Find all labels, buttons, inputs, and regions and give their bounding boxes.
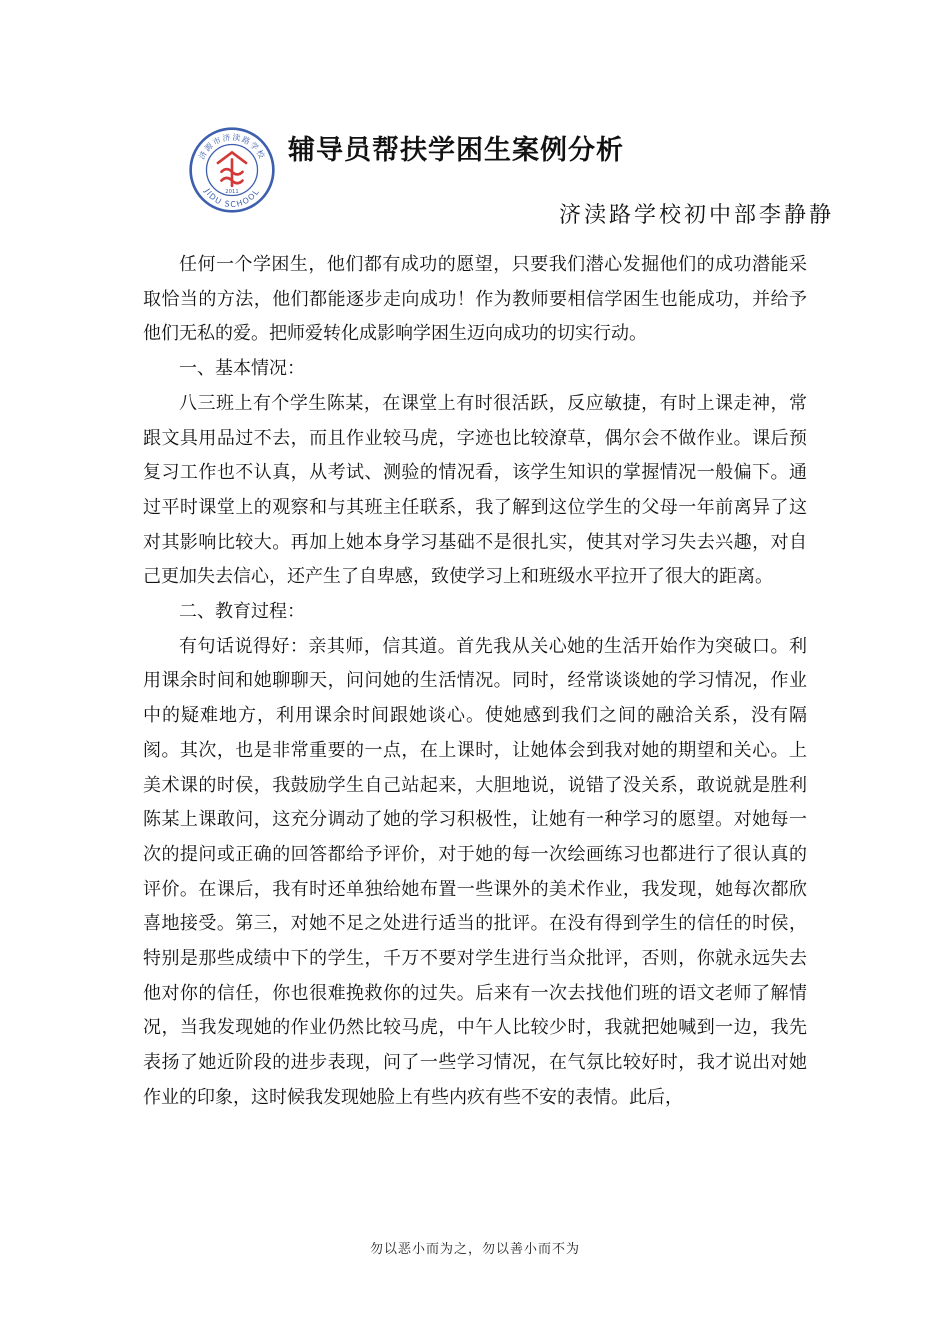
document-author: 济渎路学校初中部李静静 [558,203,834,228]
page-footer: 勿以恶小而为之，勿以善小而不为 [369,1242,580,1257]
svg-text:2011: 2011 [225,188,239,195]
paragraph-education-process: 有句话说得好：亲其师，信其道。首先我从关心她的生活开始作为突破口。利用课余时间和她聊聊天，问问她的生活情况。同时，经常谈谈她的学习情况，作业中的疑难地方，利用课余时间跟她谈心。使她感到我们之间的融洽关系，没有隔阂。其次，也是非常重要的一点，在上课时，让她体会到我对她的期望和关心。上美术课的时侯，我鼓励学生自己站起来，大胆地说，说错了没关系，敢说就是胜利陈某上课敢问，这充分调动了她的学习积极性，让她有一种学习的愿望。对她每一次的提问或正确的回答都给予评价，对于她的每一次绘画练习也都进行了很认真的评价。在课后，我有时还单独给她布置一些课外的美术作业，我发现，她每次都欣喜地接受。第三，对她不足之处进行适当的批评。在没有得到学生的信任的时侯，特别是那些成绩中下的学生，千万不要对学生进行当众批评，否则，你就永远失去他对你的信任，你也很难挽救你的过失。后来有一次去找他们班的语文老师了解情况，当我发现她的作业仍然比较马虎，中午人比较少时，我就把她喊到一边，我先表扬了她近阶段的进步表现，问了一些学习情况，在气氛比较好时，我才说出对她作业的印象，这时候我发现她脸上有些内疚有些不安的表情。此后， [143,635,807,1108]
svg-text:济源市济渎路学校: 济源市济渎路学校 [197,132,267,161]
document-body [143,248,807,1116]
document-title: 辅导员帮扶学困生案例分析 [288,135,624,166]
section-heading-education-process: 二、教育过程： [179,601,305,623]
svg-text:JIDU SCHOOL: JIDU SCHOOL [202,186,262,210]
school-seal-icon [188,126,276,214]
paragraph-intro: 任何一个学困生，他们都有成功的愿望，只要我们潜心发掘他们的成功潜能采取恰当的方法，他们都能逐步走向成功！作为教师要相信学困生也能成功，并给予他们无私的爱。把师爱转化成影响学困生迈向成功的切实行动。 [143,254,807,345]
paragraph-basic-info: 八三班上有个学生陈某，在课堂上有时很活跃，反应敏捷，有时上课走神，常跟文具用品过不去，而且作业较马虎，字迹也比较潦草，偶尔会不做作业。课后预复习工作也不认真，从考试、测验的情况看，该学生知识的掌握情况一般偏下。通过平时课堂上的观察和与其班主任联系，我了解到这位学生的父母一年前离异了这对其影响比较大。再加上她本身学习基础不是很扎实，使其对学习失去兴趣，对自己更加失去信心，还产生了自卑感，致使学习上和班级水平拉开了很大的距离。 [143,392,807,588]
section-heading-basic-info: 一、基本情况： [179,358,305,380]
